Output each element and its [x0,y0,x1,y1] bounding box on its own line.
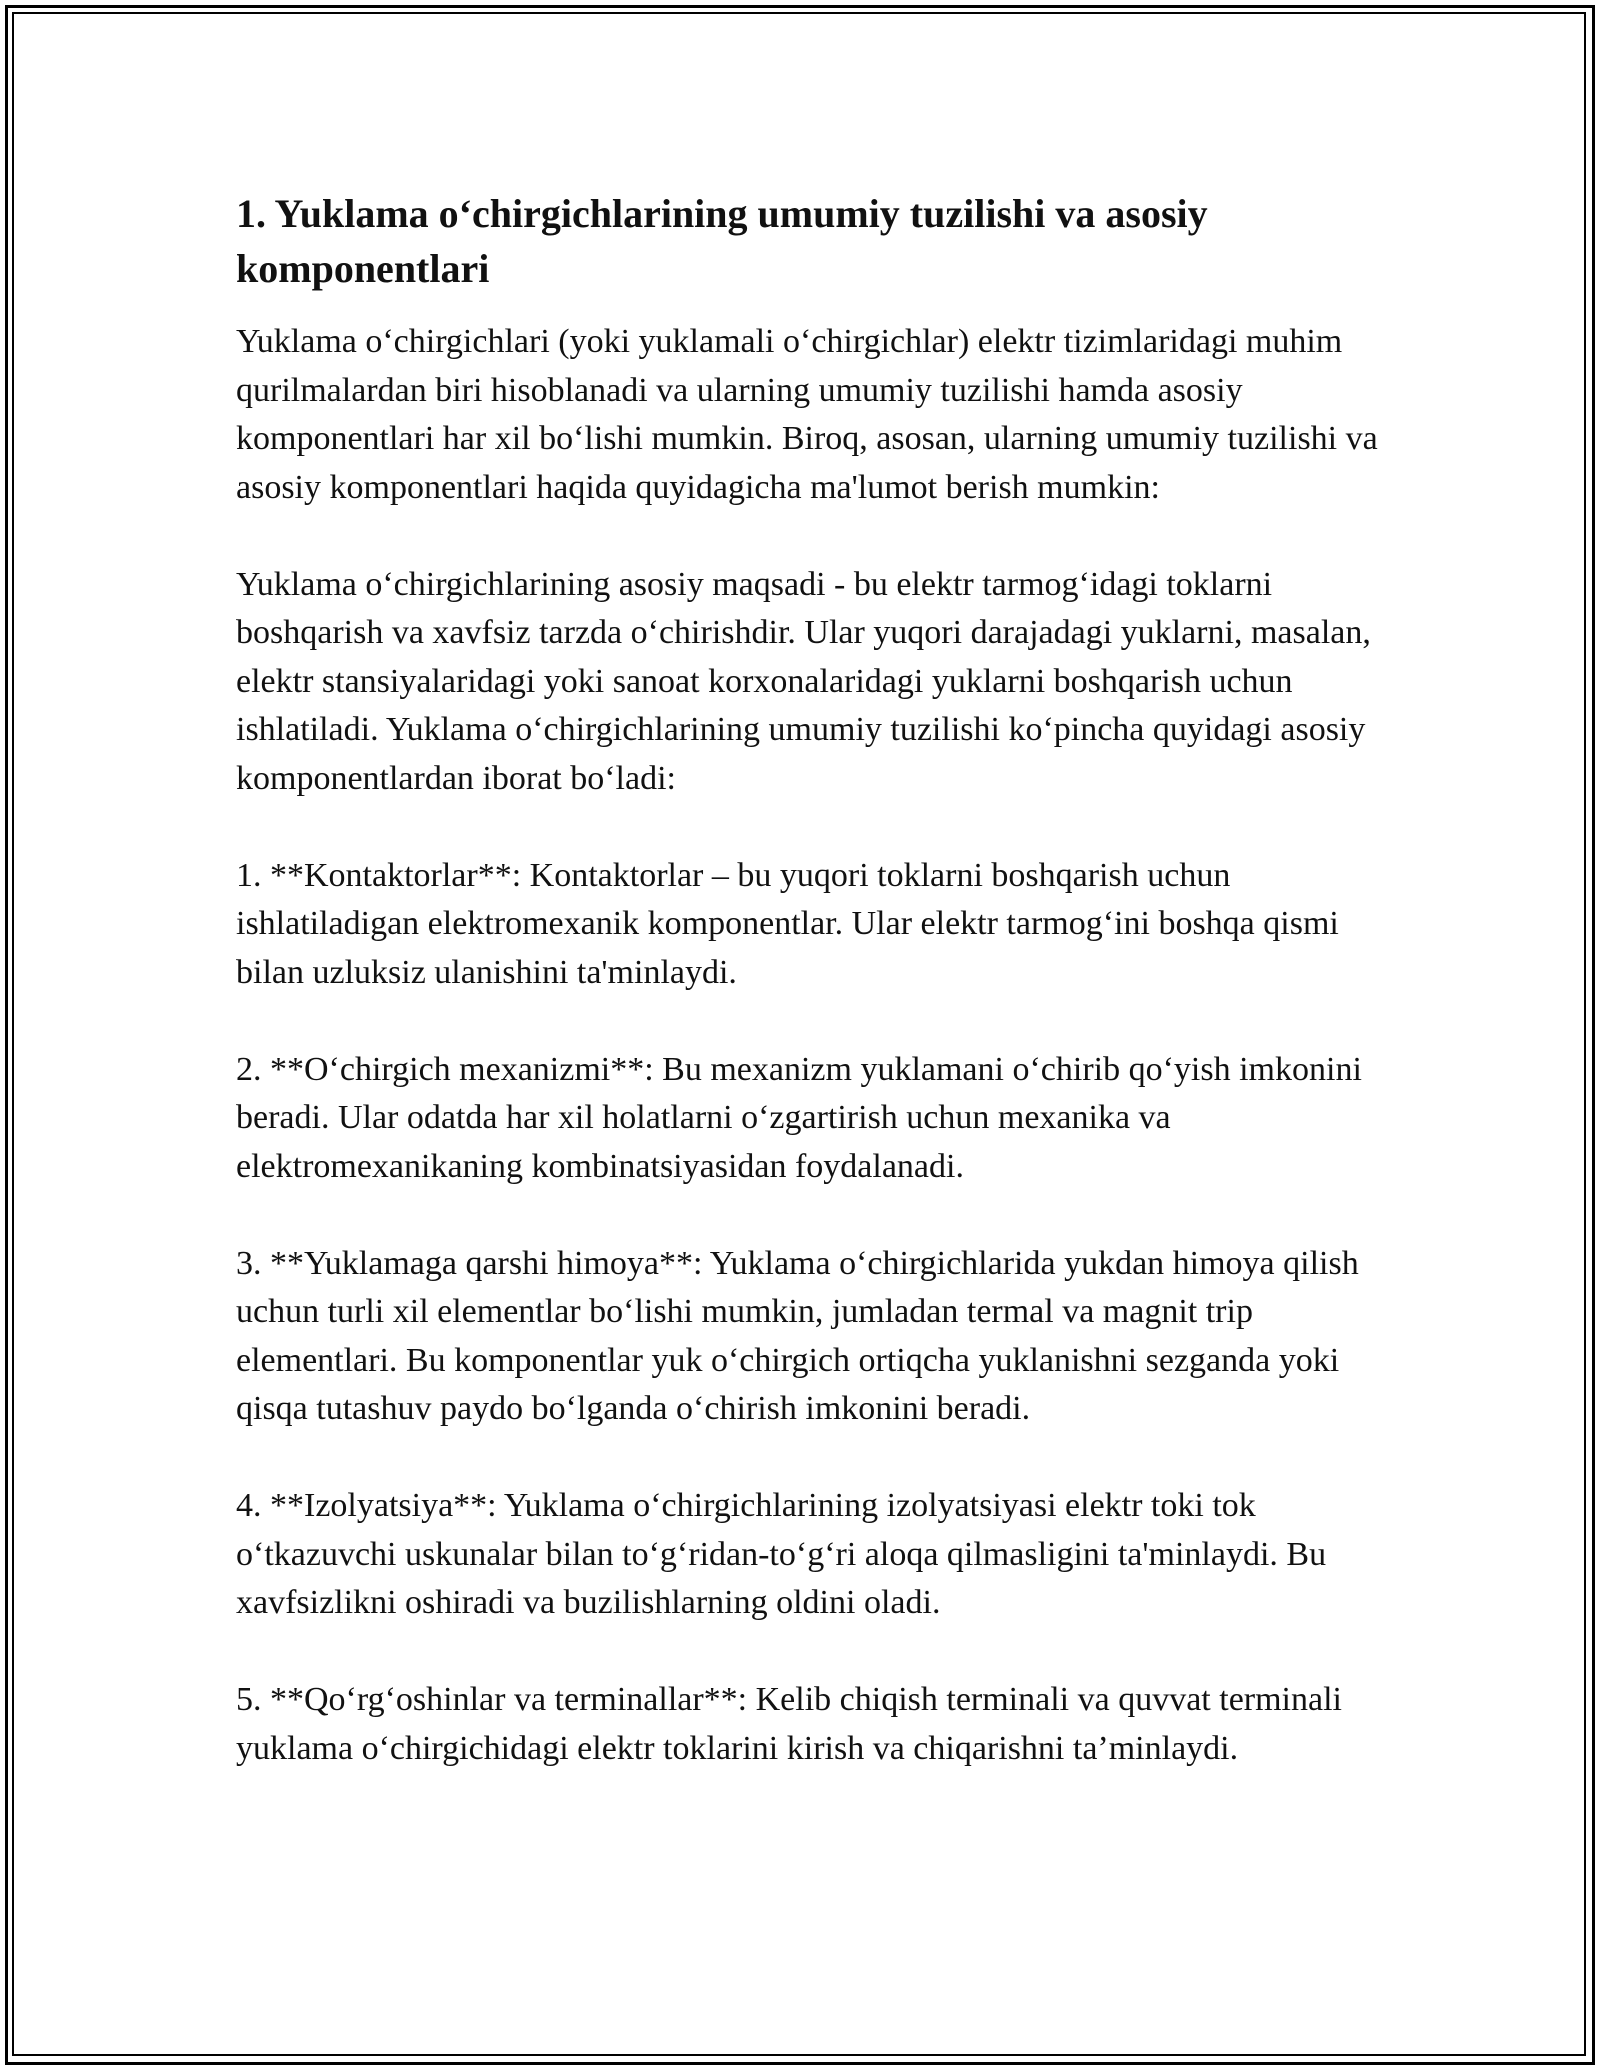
list-item-terminals: 5. **Qo‘rg‘oshinlar va terminallar**: Kelib chiqish terminali va quvvat terminali yuklama o‘chirgichidagi elektr toklarini kirish va chiqarishni ta’minlaydi. [236,1681,1342,1767]
paragraph-purpose: Yuklama o‘chirgichlarining asosiy maqsadi - bu elektr tarmog‘idagi toklarni boshqarish va xavfsiz tarzda o‘chirishdir. Ular yuqori darajadagi yuklarni, masalan, elektr stansiyalaridagi yoki sanoat korxonalaridagi yuklarni boshqarish uchun ishlatiladi. Yuklama o‘chirgichlarining umumiy tuzilishi ko‘pincha quyidagi asosiy komponentlardan iborat bo‘ladi: [236,565,1371,797]
paragraph-intro: Yuklama o‘chirgichlari (yoki yuklamali o‘chirgichlar) elektr tizimlaridagi muhim qurilmalardan biri hisoblanadi va ularning umumiy tuzilishi hamda asosiy komponentlari har xil bo‘lishi mumkin. Biroq, asosan, ularning umumiy tuzilishi va asosiy komponentlari haqida quyidagicha ma'lumot berish mumkin: [236,323,1378,506]
document-body [236,186,1386,1773]
list-item-contactors: 1. **Kontaktorlar**: Kontaktorlar – bu yuqori toklarni boshqarish uchun ishlatiladigan elektromexanik komponentlar. Ular elektr tarmog‘ini boshqa qismi bilan uzluksiz ulanishini ta'minlaydi. [236,856,1339,991]
list-item-switch-mechanism: 2. **O‘chirgich mexanizmi**: Bu mexanizm yuklamani o‘chirib qo‘yish imkonini beradi. Ular odatda har xil holatlarni o‘zgartirish uchun mexanika va elektromexanikaning kombinatsiyasidan foydalanadi. [236,1050,1362,1185]
list-item-overload-protection: 3. **Yuklamaga qarshi himoya**: Yuklama o‘chirgichlarida yukdan himoya qilish uchun turli xil elementlar bo‘lishi mumkin, jumladan termal va magnit trip elementlari. Bu komponentlar yuk o‘chirgich ortiqcha yuklanishni sezganda yoki qisqa tutashuv paydo bo‘lganda o‘chirish imkonini beradi. [236,1244,1359,1427]
section-heading: 1. Yuklama o‘chirgichlarining umumiy tuzilishi va asosiy komponentlari [236,191,1208,291]
list-item-insulation: 4. **Izolyatsiya**: Yuklama o‘chirgichlarining izolyatsiyasi elektr toki tok o‘tkazuvchi uskunalar bilan to‘g‘ridan-to‘g‘ri aloqa qilmasligini ta'minlaydi. Bu xavfsizlikni oshiradi va buzilishlarning oldini oladi. [236,1487,1327,1621]
